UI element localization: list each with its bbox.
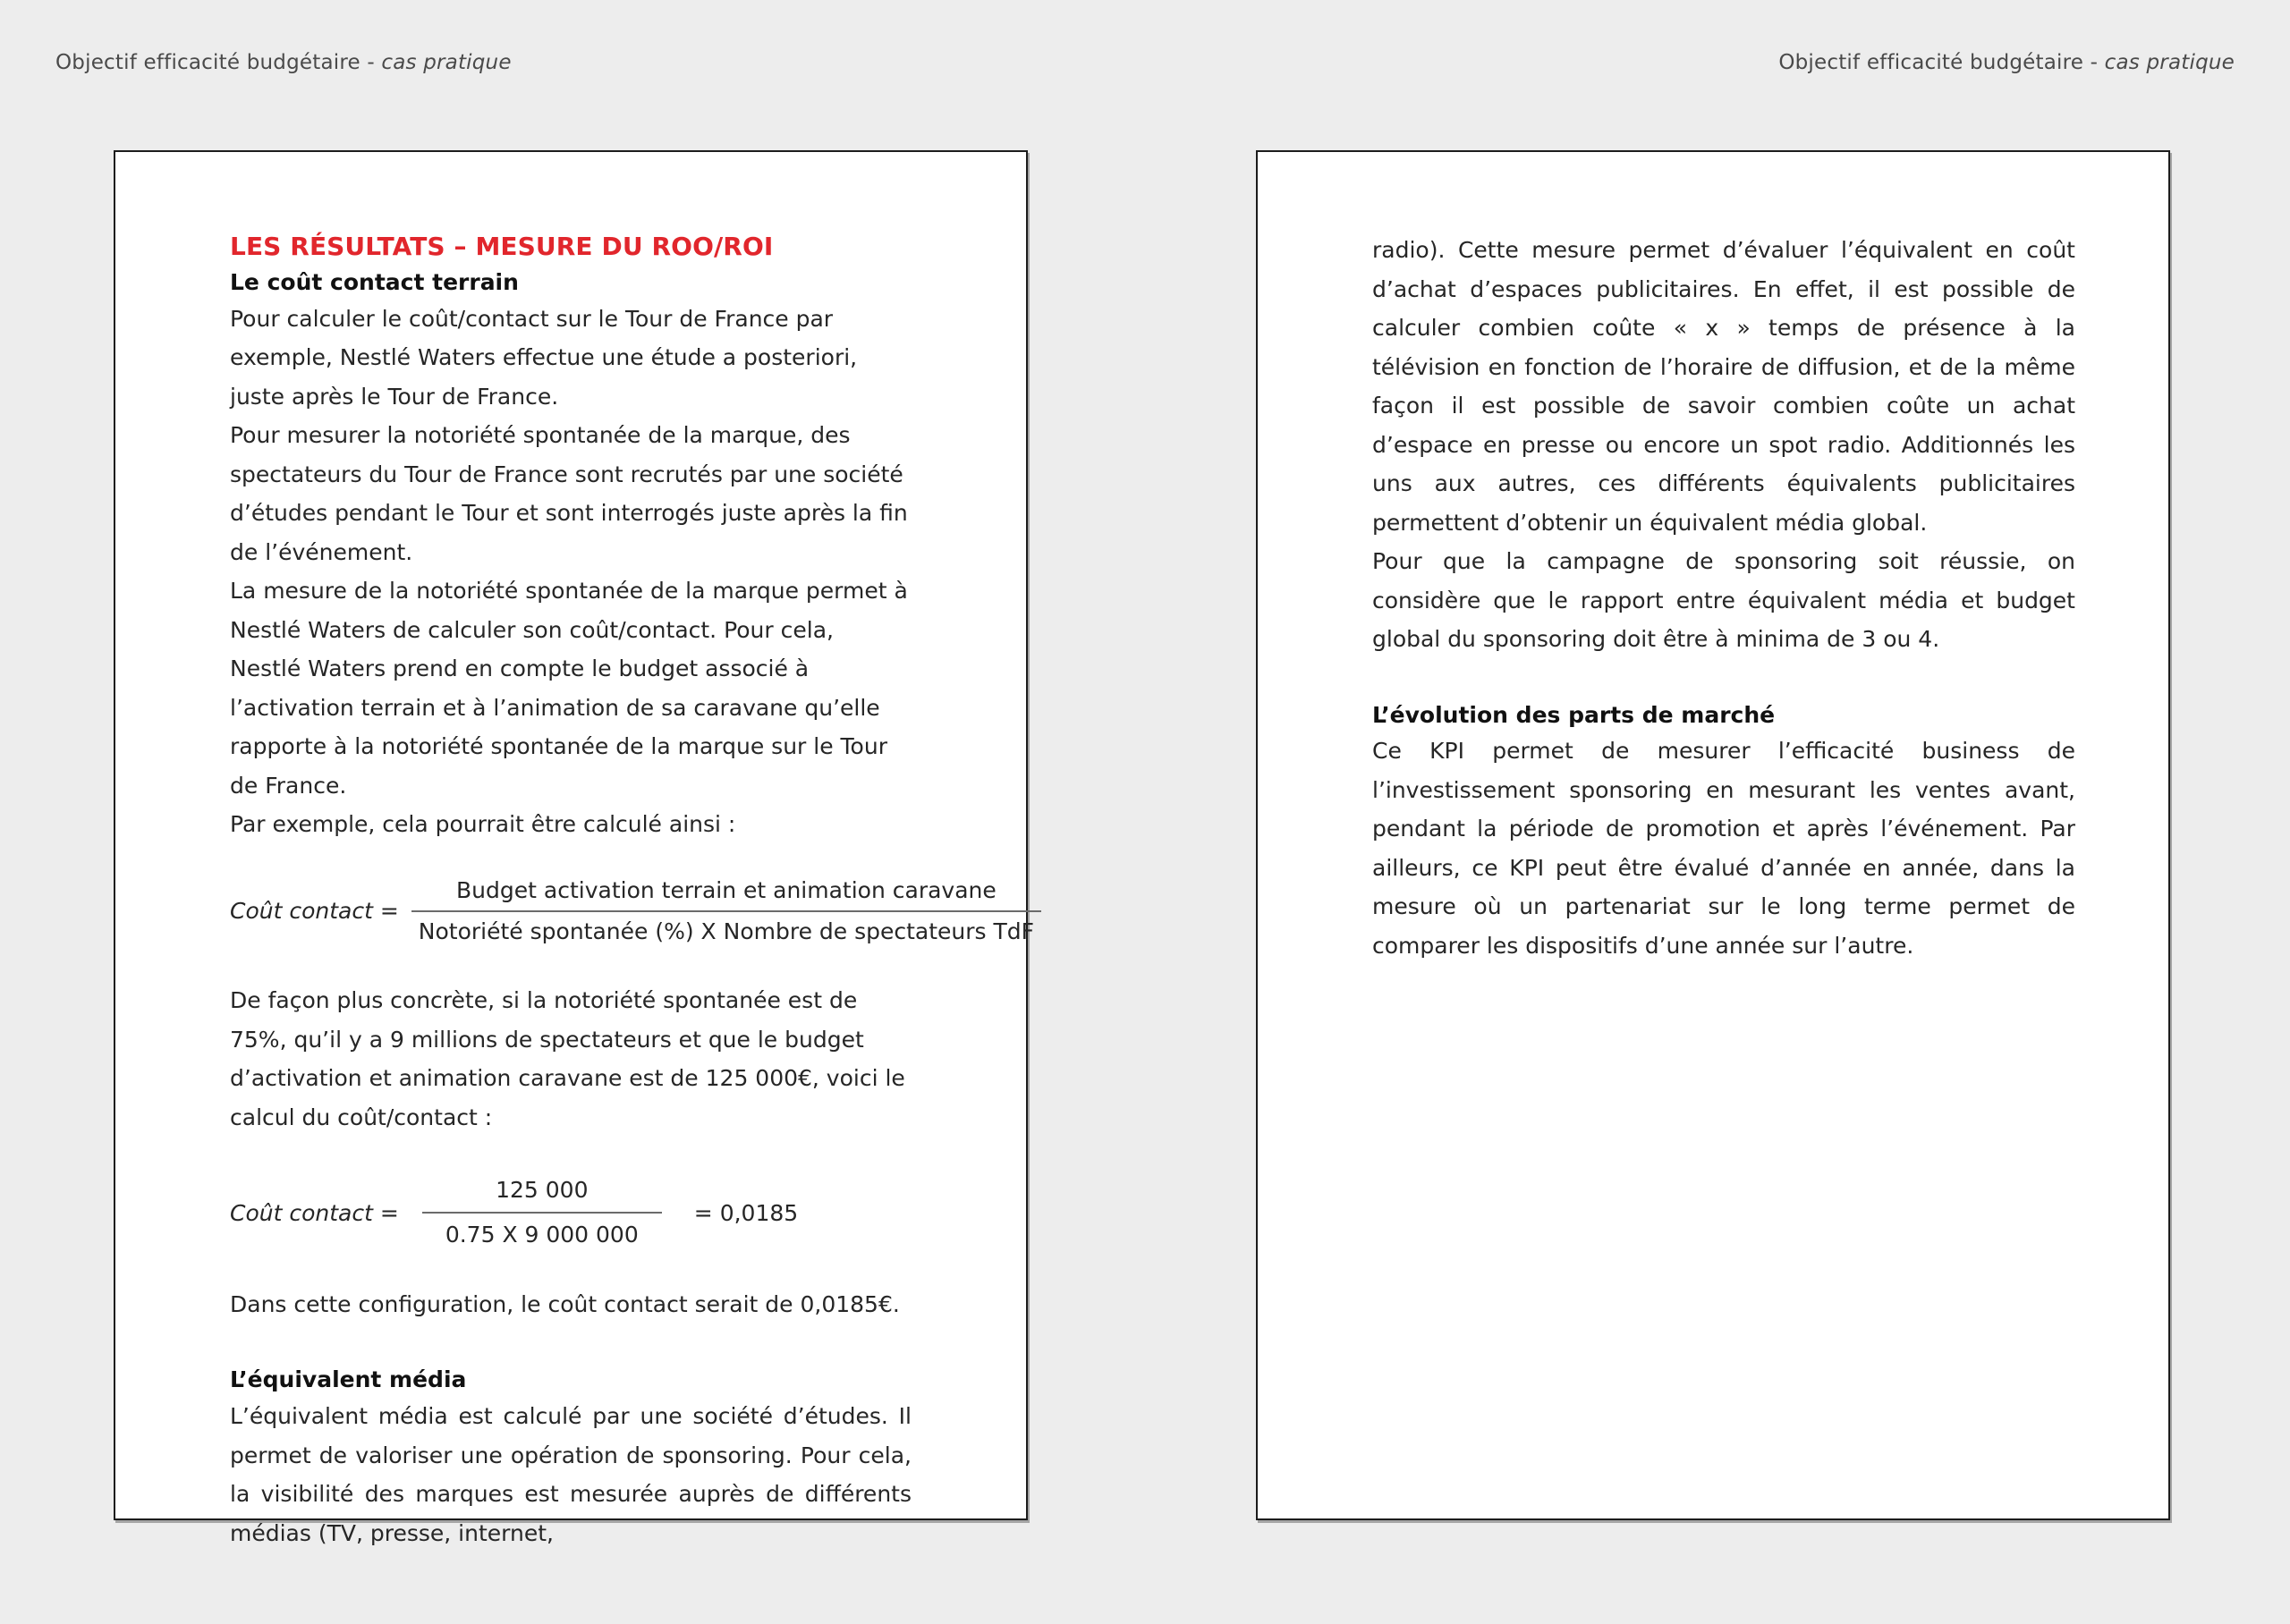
formula-1-denominator: Notoriété spontanée (%) X Nombre de spectateurs TdF xyxy=(418,918,1035,944)
running-header-left xyxy=(55,51,512,74)
running-header-left-main: Objectif efficacité budgétaire - xyxy=(55,51,382,74)
right-paragraph-1: radio). Cette mesure permet d’évaluer l’équivalent en coût d’achat d’espaces publicitaires. En effet, il est possible de calculer combien coûte « x » temps de présence à la télévision en fonction de l’horaire de diffusion, et de la même façon il est possible de savoir combien coûte un achat d’espace en presse ou encore un spot radio. Additionnés les uns aux autres, ces différents équivalents publicitaires permettent d’obtenir un équivalent média global. xyxy=(1372,237,2075,536)
page-left xyxy=(114,150,1035,1546)
paragraph-7: L’équivalent média est calculé par une société d’études. Il permet de valoriser une opération de sponsoring. Pour cela, la visibilité des marques est mesurée auprès de différents médias (TV, presse, internet, xyxy=(230,1403,912,1546)
formula-2-numerator: 125 000 xyxy=(496,1177,589,1204)
formula-2-denominator: 0.75 X 9 000 000 xyxy=(445,1222,639,1248)
paragraph-4: Par exemple, cela pourrait être calculé ainsi : xyxy=(230,811,736,838)
paragraph-3: La mesure de la notoriété spontanée de la marque permet à Nestlé Waters de calculer son coût/contact. Pour cela, Nestlé Waters prend en compte le budget associé à l’activation terrain et à l’animation de sa caravane qu’elle rapporte à la notoriété spontanée de la marque sur le Tour de France. xyxy=(230,578,908,799)
paragraph-6: Dans cette configuration, le coût contact serait de 0,0185€. xyxy=(230,1290,900,1317)
formula-1-label: Coût contact = xyxy=(230,898,399,924)
formula-2-fraction-bar xyxy=(422,1212,662,1214)
formula-1-fraction-bar xyxy=(411,910,1041,912)
paragraph-1: Pour calculer le coût/contact sur le Tour de France par exemple, Nestlé Waters effectue une étude a posteriori, juste après le Tour de France. xyxy=(230,305,858,410)
page-right xyxy=(1256,150,2170,1520)
formula-cout-contact-general xyxy=(230,875,1035,948)
subheading-cout-contact-terrain: Le coût contact terrain xyxy=(230,269,519,295)
formula-cout-contact-numeric xyxy=(230,1174,912,1251)
spacer-after-formula-1 xyxy=(230,947,912,981)
formula-1-fraction xyxy=(411,875,1041,948)
running-header-right-main: Objectif efficacité budgétaire - xyxy=(1778,51,2105,74)
page-left-content xyxy=(115,231,1035,1552)
paragraph-5: De façon plus concrète, si la notoriété spontanée est de 75%, qu’il y a 9 millions de spectateurs et que le budget d’activation et animation caravane est de 125 000€, voici le calcul du coût/contact : xyxy=(230,987,905,1130)
section-title: LES RÉSULTATS – MESURE DU ROO/ROI xyxy=(230,232,774,261)
formula-2-label: Coût contact = xyxy=(230,1199,399,1226)
subheading-evolution-parts-de-marche: L’évolution des parts de marché xyxy=(1372,701,1776,728)
running-header-left-italic: cas pratique xyxy=(381,51,512,74)
subheading-equivalent-media: L’équivalent média xyxy=(230,1366,467,1393)
running-header-right-italic: cas pratique xyxy=(2104,51,2235,74)
right-paragraph-2: Pour que la campagne de sponsoring soit réussie, on considère que le rapport entre équivalent média et budget global du sponsoring doit être à minima de 3 ou 4. xyxy=(1372,548,2075,652)
paragraph-2: Pour mesurer la notoriété spontanée de la marque, des spectateurs du Tour de France sont recrutés par une société d’études pendant le Tour et sont interrogés juste après la fin de l’événement. xyxy=(230,422,908,565)
formula-2-result: = 0,0185 xyxy=(693,1199,799,1226)
right-paragraph-3: Ce KPI permet de mesurer l’efficacité business de l’investissement sponsoring en mesurant les ventes avant, pendant la période de promotion et après l’événement. Par ailleurs, ce KPI peut être évalué d’année en année, dans la mesure où un partenariat sur le long terme permet de comparer les dispositifs d’une année sur l’autre. xyxy=(1372,738,2075,959)
spacer-after-formula-2 xyxy=(230,1251,912,1285)
formula-1-numerator: Budget activation terrain et animation caravane xyxy=(456,876,997,903)
running-header-right xyxy=(1778,51,2235,74)
formula-2-fraction xyxy=(422,1174,662,1251)
page-right-content xyxy=(1258,231,2168,965)
